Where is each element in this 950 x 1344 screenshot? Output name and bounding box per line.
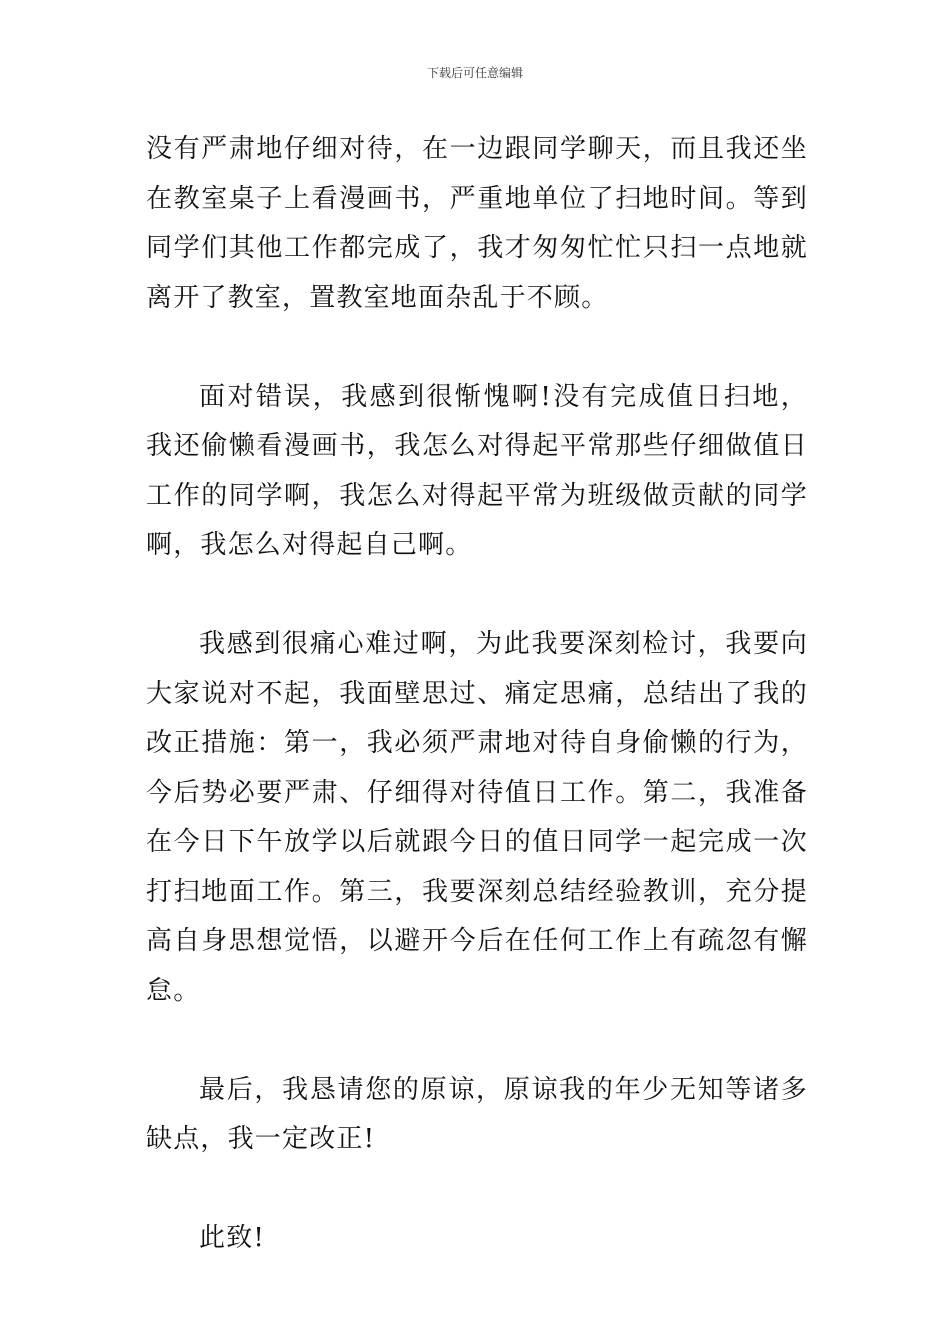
paragraph-corrective-measures: 我感到很痛心难过啊，为此我要深刻检讨，我要向大家说对不起，我面壁思过、痛定思痛，总结出了我的改正措施：第一，我必须严肃地对待自身偷懒的行为，今后势必要严肃、仔细得对待值日工作。第二，我准备在今日下午放学以后就跟今日的值日同学一起完成一次打扫地面工作。第三，我要深刻总结经验教训，充分提高自身思想觉悟，以避开今后在任何工作上有疏忽有懈怠。 [146, 629, 808, 1006]
paragraph-closing: 此致! [199, 1223, 266, 1253]
paragraph-remorse: 面对错误，我感到很惭愧啊!没有完成值日扫地，我还偷懒看漫画书，我怎么对得起平常那些仔细做值日工作的同学啊，我怎么对得起平常为班级做贡献的同学啊，我怎么对得起自己啊。 [146, 381, 808, 560]
page-header-note: 下载后可任意编辑 [426, 66, 523, 80]
paragraph-continuation: 没有严肃地仔细对待，在一边跟同学聊天，而且我还坐在教室桌子上看漫画书，严重地单位了扫地时间。等到同学们其他工作都完成了，我才匆匆忙忙只扫一点地就离开了教室，置教室地面杂乱于不顾。 [146, 134, 808, 313]
paragraph-apology: 最后，我恳请您的原谅，原谅我的年少无知等诸多缺点，我一定改正! [146, 1074, 808, 1154]
document-body [146, 125, 808, 1264]
